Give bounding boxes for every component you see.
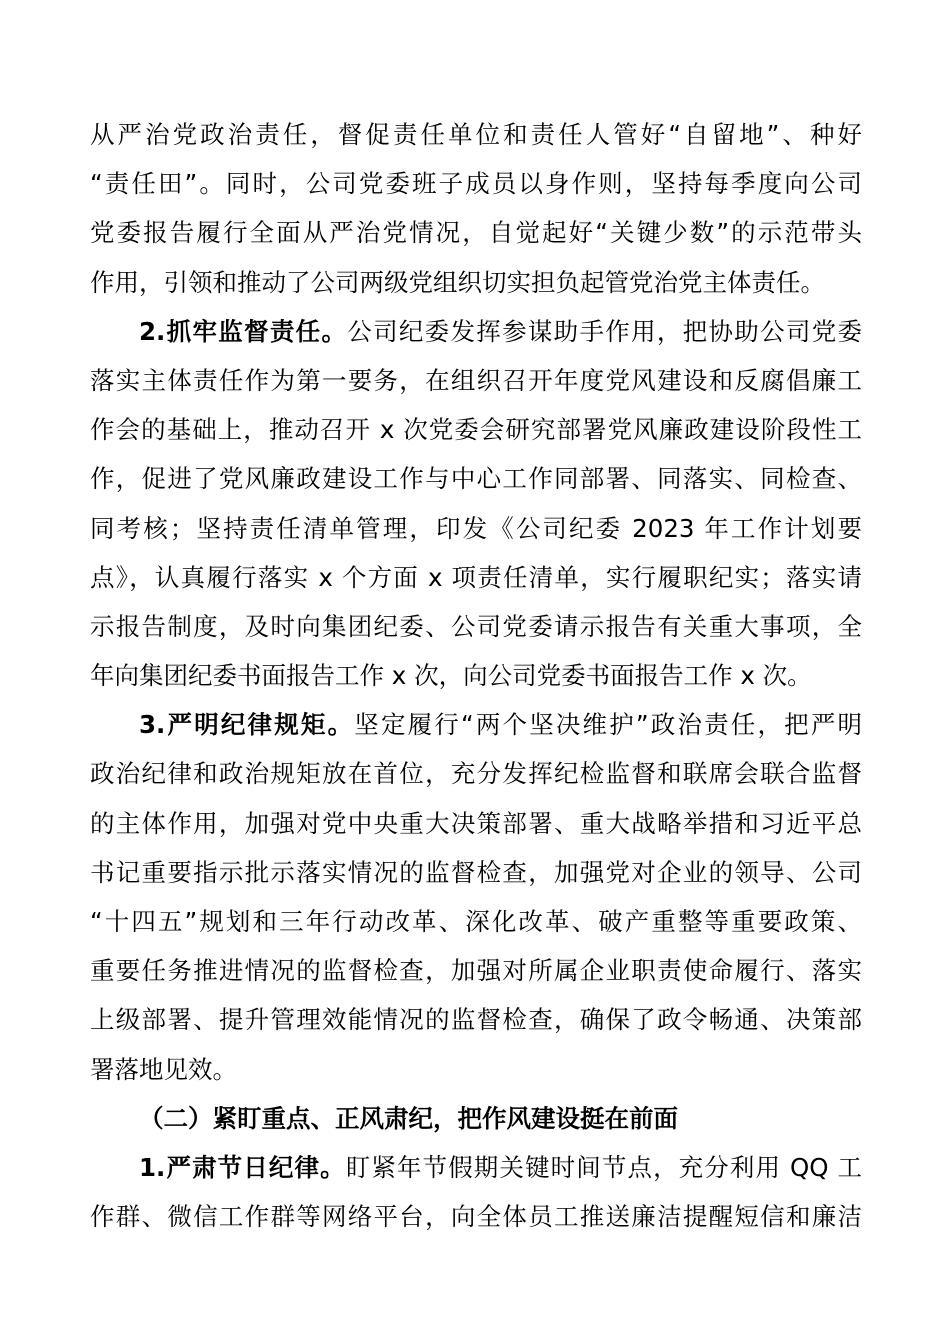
paragraph-heading: 2.抓牢监督责任。 (139, 316, 348, 346)
text-line: 同考核；坚持责任清单管理，印发《公司纪委 2023 年工作计划要 (90, 513, 862, 543)
text-line: 作用，引领和推动了公司两级党组织切实担负起管党治党主体责任。 (90, 267, 825, 297)
text-line (90, 1143, 862, 1192)
text-segment: 公司纪委发挥参谋助手作用，把协助公司党委 (347, 316, 862, 346)
paragraph-4 (90, 1143, 862, 1241)
text-line: 书记重要指示批示落实情况的监督检查，加强党对企业的领导、公司 (90, 857, 862, 887)
text-line: 署落地见效。 (90, 1054, 237, 1084)
text-line: 政治纪律和政治规矩放在首位，充分发挥纪检监督和联席会联合监督 (90, 759, 862, 789)
text-line: 的主体作用，加强对党中央重大决策部署、重大战略举措和习近平总 (90, 808, 862, 838)
text-line: “责任田”。同时，公司党委班子成员以身作则，坚持每季度向公司 (90, 169, 862, 199)
section-heading: （二）紧盯重点、正风肃纪，把作风建设挺在前面 (139, 1103, 678, 1133)
text-line: “十四五”规划和三年行动改革、深化改革、破产重整等重要政策、 (90, 907, 862, 936)
text-line: 从严治党政治责任，督促责任单位和责任人管好“自留地”、种好 (90, 120, 862, 149)
text-line: 点》，认真履行落实 x 个方面 x 项责任清单，实行履职纪实；落实请 (90, 562, 862, 592)
document-page (90, 110, 862, 1241)
paragraph-heading: 3.严明纪律规矩。 (139, 710, 355, 740)
text-line: 作会的基础上，推动召开 x 次党委会研究部署党风廉政建设阶段性工 (90, 415, 862, 445)
text-line: 落实主体责任作为第一要务，在组织召开年度党风建设和反腐倡廉工 (90, 365, 862, 395)
text-segment: 坚定履行“两个坚决维护”政治责任，把严明 (354, 710, 862, 740)
paragraph-2 (90, 307, 862, 701)
text-line: 上级部署、提升管理效能情况的监督检查，确保了政令畅通、决策部 (90, 1005, 862, 1035)
text-line: 作，促进了党风廉政建设工作与中心工作同部署、同落实、同检查、 (90, 464, 862, 494)
text-line: 作群、微信工作群等网络平台，向全体员工推送廉洁提醒短信和廉洁 (90, 1202, 862, 1232)
text-segment: 盯紧年节假期关键时间节点，充分利用 QQ 工 (345, 1152, 862, 1182)
text-line: 重要任务推进情况的监督检查，加强对所属企业职责使命履行、落实 (90, 956, 862, 986)
text-line: 示报告制度，及时向集团纪委、公司党委请示报告有关重大事项，全 (90, 611, 862, 641)
paragraph-1 (90, 110, 862, 307)
text-line (90, 307, 862, 356)
paragraph-heading: 1.严肃节日纪律。 (139, 1152, 346, 1182)
text-line: 党委报告履行全面从严治党情况，自觉起好“关键少数”的示范带头 (90, 218, 862, 248)
text-line (90, 700, 862, 749)
text-line: 年向集团纪委书面报告工作 x 次，向公司党委书面报告工作 x 次。 (90, 661, 812, 691)
paragraph-3 (90, 700, 862, 1094)
